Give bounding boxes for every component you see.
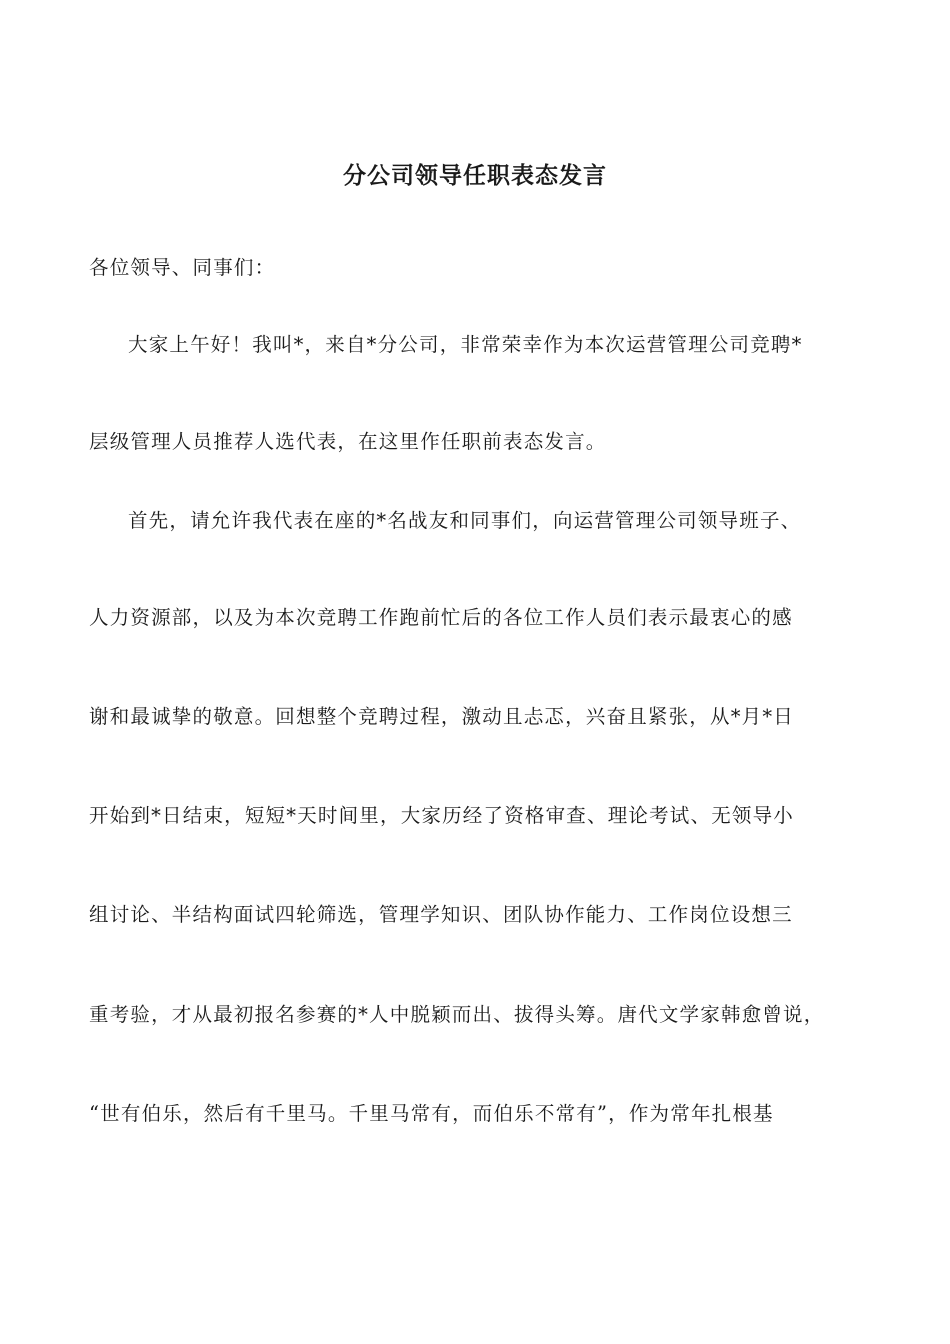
- document-title: 分公司领导任职表态发言: [343, 163, 607, 189]
- paragraph-line: 谢和最诚挚的敬意。回想整个竞聘过程，激动且忐忑，兴奋且紧张，从*月*日: [89, 705, 795, 728]
- paragraph-line: 重考验，才从最初报名参赛的*人中脱颖而出、拔得头筹。唐代文学家韩愈曾说，: [89, 1003, 825, 1026]
- salutation: 各位领导、同事们：: [89, 256, 276, 279]
- paragraph-line: 组讨论、半结构面试四轮筛选，管理学知识、团队协作能力、工作岗位设想三: [89, 903, 793, 926]
- paragraph-line: 人力资源部，以及为本次竞聘工作跑前忙后的各位工作人员们表示最衷心的感: [89, 606, 793, 629]
- paragraph-line: “世有伯乐，然后有千里马。千里马常有，而伯乐不常有”，作为常年扎根基: [89, 1102, 774, 1125]
- paragraph-line: 开始到*日结束，短短*天时间里，大家历经了资格审查、理论考试、无领导小: [89, 804, 795, 827]
- paragraph-line: 大家上午好！我叫*，来自*分公司，非常荣幸作为本次运营管理公司竞聘*: [128, 333, 803, 356]
- paragraph-line: 层级管理人员推荐人选代表，在这里作任职前表态发言。: [89, 430, 607, 453]
- paragraph-line: 首先，请允许我代表在座的*名战友和同事们，向运营管理公司领导班子、: [128, 509, 802, 532]
